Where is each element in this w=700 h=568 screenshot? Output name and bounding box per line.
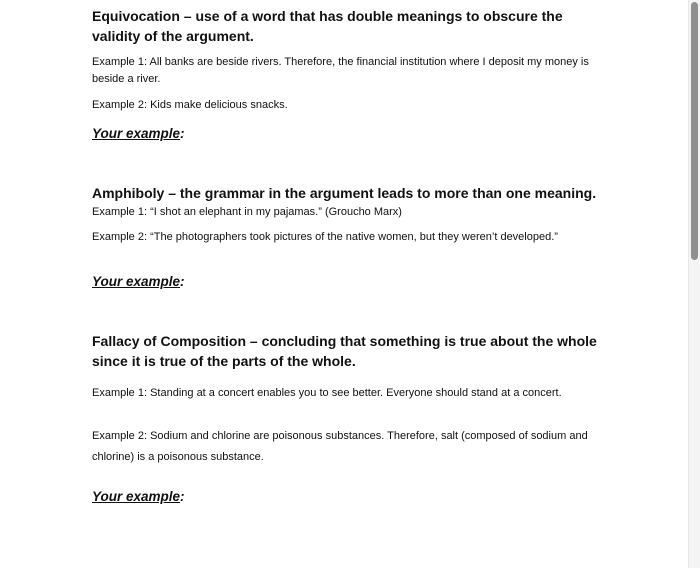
section-heading: Fallacy of Composition – concluding that something is true about the whole since it is true of the parts of the whole. — [92, 333, 597, 369]
example-2 — [92, 97, 612, 114]
scrollbar-thumb[interactable] — [691, 2, 698, 260]
example-text: Example 2: Kids make delicious snacks. — [92, 99, 288, 111]
your-example-text: Your example — [92, 126, 181, 141]
example-2 — [92, 426, 612, 468]
section-heading: Equivocation – use of a word that has double meanings to obscure the validity of the argument. — [92, 8, 563, 44]
vertical-scrollbar[interactable] — [688, 0, 700, 568]
section-heading: Amphiboly – the grammar in the argument leads to more than one meaning. — [92, 185, 597, 201]
example-text: Example 1: “I shot an elephant in my pajamas.” (Groucho Marx) — [92, 206, 402, 218]
example-2 — [92, 229, 612, 246]
example-text: Example 1: Standing at a concert enables you to see better. Everyone should stand at a concert. — [92, 387, 562, 399]
your-example-text: Your example — [92, 274, 181, 289]
your-example-label — [92, 488, 612, 506]
example-1 — [92, 54, 612, 88]
section-composition — [92, 331, 612, 371]
your-example-label — [92, 125, 612, 143]
example-text: Example 1: All banks are beside rivers. Therefore, the financial institution where I deposit my money is beside a river. — [92, 56, 589, 85]
example-text: Example 2: “The photographers took pictures of the native women, but they weren’t developed.” — [92, 231, 558, 243]
colon: : — [180, 274, 185, 289]
example-1 — [92, 383, 612, 404]
colon: : — [180, 489, 185, 504]
section-amphiboly — [92, 183, 612, 203]
your-example-text: Your example — [92, 489, 181, 504]
example-1 — [92, 204, 612, 221]
section-equivocation — [92, 6, 612, 46]
example-text: Example 2: Sodium and chlorine are poisonous substances. Therefore, salt (composed of sodium and chlorine) is a poisonous substance. — [92, 430, 588, 463]
your-example-label — [92, 273, 612, 291]
colon: : — [180, 126, 185, 141]
